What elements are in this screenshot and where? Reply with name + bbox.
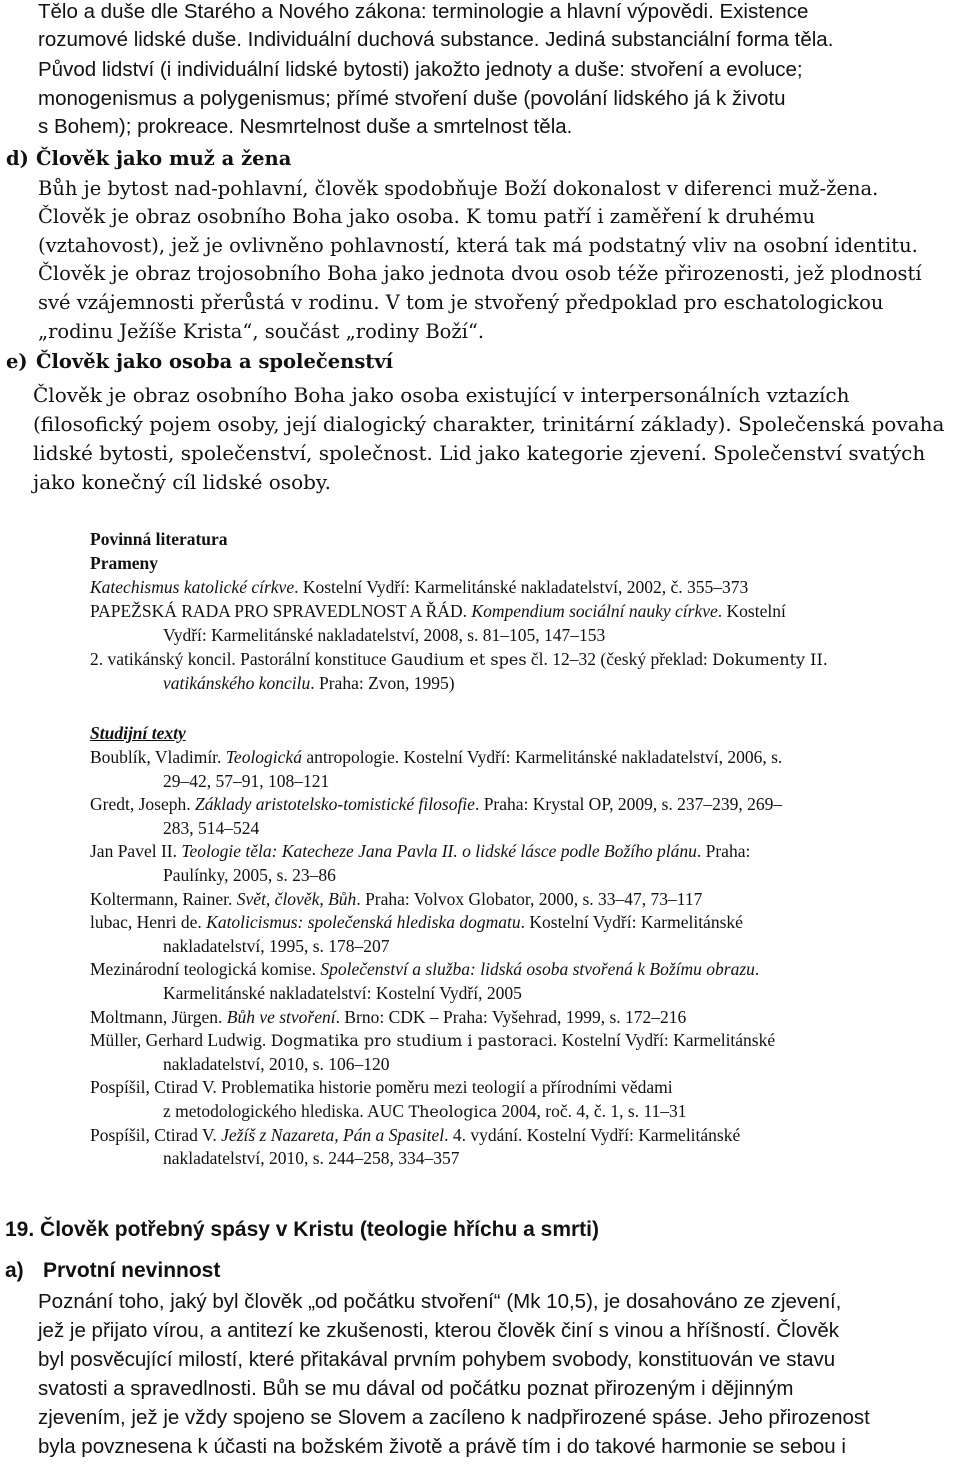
bibliography-text: antropologie. Kostelní Vydří: Karmelitánské nakladatelství, 2006, s.	[301, 747, 783, 767]
bibliography-line-continuation	[163, 863, 336, 887]
section-d-line: Člověk je obraz osobního Boha jako osoba. K tomu patří i zaměření k druhému	[38, 205, 816, 228]
bibliography-text: . Praha: Krystal OP, 2009, s. 237–239, 269–	[474, 794, 783, 815]
bibliography-text: 29–42, 57–91, 108–121	[163, 770, 330, 791]
bibliography-text: . Kostelní	[717, 601, 786, 621]
bibliography-line-continuation	[163, 816, 259, 840]
section-d-line: Bůh je bytost nad-pohlavní, člověk spodobňuje Boží dokonalost v diferenci muž-žena.	[38, 177, 879, 200]
bibliography-text: . Kostelní Vydří: Karmelitánské	[552, 1030, 776, 1051]
bibliography-text: . 4. vydání. Kostelní Vydří: Karmelitánské	[444, 1124, 741, 1145]
section-19a-title: Prvotní nevinnost	[43, 1259, 221, 1282]
bibliography-text: Vydří: Karmelitánské nakladatelství, 2008, s. 81–105, 147–153	[163, 625, 606, 645]
bibliography-text: Boublík, Vladimír.	[90, 747, 226, 767]
bibliography-text: . Praha:	[696, 841, 751, 862]
bibliography-text: lubac, Henri de.	[90, 912, 207, 933]
bibliography-line-continuation	[163, 1099, 687, 1124]
bibliography-text: nakladatelství, 2010, s. 244–258, 334–357	[163, 1148, 460, 1169]
bibliography-text: čl. 12–32 (český překlad:	[526, 649, 713, 669]
section-19-heading	[5, 1215, 599, 1244]
bibliography-text: Gredt, Joseph.	[90, 794, 195, 815]
bibliography-text: vatikánského koncilu	[163, 673, 311, 693]
bibliography-line-continuation	[163, 1146, 460, 1170]
bibliography-text: z metodologického hlediska. AUC	[163, 1101, 409, 1121]
bibliography-entry	[90, 887, 702, 911]
bibliography-text: Paulínky, 2005, s. 23–86	[163, 865, 336, 885]
bibliography-entry	[90, 647, 828, 672]
section-e-marker: e)	[6, 350, 28, 373]
intro-line: s Bohem); prokreace. Nesmrtelnost duše a smrtelnost těla.	[38, 115, 573, 138]
bibliography-text: Pospíšil, Ctirad V. Problematika historie poměru mezi teologií a přírodními vědami	[90, 1077, 673, 1098]
bibliography-entry	[90, 1075, 673, 1099]
bibliography-text: Katolicismus: společenská hlediska dogmatu	[206, 912, 521, 933]
bibliography-text: . Praha: Volvox Globator, 2000, s. 33–47, 73–117	[356, 888, 703, 909]
bibliography-text: Jan Pavel II.	[90, 841, 182, 862]
bibliography-line-continuation	[163, 934, 390, 958]
section-d-title: Člověk jako muž a žena	[36, 147, 292, 170]
bibliography-text: Dogmatika pro studium i pastoraci	[270, 1031, 553, 1051]
bibliography-text: Karmelitánské nakladatelství: Kostelní Vydří, 2005	[163, 983, 522, 1003]
sources-heading: Prameny	[90, 553, 159, 573]
section-e-heading	[6, 347, 393, 376]
bibliography-text: Theologica	[408, 1102, 498, 1121]
bibliography-text: PAPEŽSKÁ RADA PRO SPRAVEDLNOST A ŘÁD.	[90, 601, 472, 621]
bibliography-line-continuation	[163, 671, 455, 695]
bibliography-text: 2. vatikánský koncil. Pastorální konstituce	[90, 649, 391, 669]
bibliography-text: nakladatelství, 1995, s. 178–207	[163, 935, 390, 956]
section-19-line: byl posvěcující milostí, které přitakával prvním pohybem svobody, konstituován ve stavu	[38, 1348, 836, 1371]
intro-line: rozumové lidské duše. Individuální duchová substance. Jediná substanciální forma těla.	[38, 28, 834, 51]
section-19-line: svatosti a spravedlnosti. Bůh se mu dával od počátku poznat přirozeným i dějinným	[38, 1377, 794, 1400]
bibliography-entry	[90, 1028, 775, 1053]
bibliography-entry	[90, 792, 782, 816]
bibliography-text: 283, 514–524	[163, 817, 260, 838]
section-d-line: své vzájemnosti přerůstá v rodinu. V tom je stvořený předpoklad pro eschatologickou	[38, 291, 884, 314]
section-19-title: Člověk potřebný spásy v Kristu (teologie hříchu a smrti)	[40, 1218, 600, 1241]
bibliography-entry	[90, 1123, 740, 1147]
intro-line: Původ lidství (i individuální lidské bytosti) jakožto jednoty a duše: stvoření a evoluce;	[38, 58, 803, 81]
bibliography-line-continuation	[163, 981, 522, 1005]
bibliography-text: Koltermann, Rainer.	[90, 888, 237, 909]
bibliography-text: Moltmann, Jürgen.	[90, 1006, 227, 1027]
section-19-line: byla povznesena k účasti na božském životě a právě tím i do takové harmonie se sebou i	[38, 1435, 846, 1458]
bibliography-text: . Kostelní Vydří: Karmelitánské	[520, 912, 743, 933]
bibliography-text: . Praha: Zvon, 1995)	[310, 673, 455, 693]
bibliography-entry	[90, 599, 786, 623]
section-d-line: „rodinu Ježíše Krista“, součást „rodiny Boží“.	[38, 320, 485, 343]
bibliography-text: Ježíš z Nazareta, Pán a Spasitel	[221, 1124, 445, 1145]
literature-heading: Povinná literatura	[90, 529, 228, 549]
bibliography-text: Kompendium sociální nauky církve	[471, 601, 718, 621]
bibliography-entry	[90, 957, 759, 981]
bibliography-entry	[90, 910, 743, 934]
bibliography-text: Bůh ve stvoření	[226, 1006, 336, 1027]
section-19-line: jež je přijato vírou, a antitezí ke zkušenosti, kterou člověk činí s vinou a hříšností. Člověk	[38, 1319, 840, 1342]
section-19a-heading	[5, 1256, 220, 1285]
section-e-title: Člověk jako osoba a společenství	[36, 350, 394, 373]
bibliography-text: Pospíšil, Ctirad V.	[90, 1124, 222, 1145]
bibliography-line-continuation	[163, 769, 329, 793]
bibliography-text: Teologická	[225, 747, 302, 767]
bibliography-text: nakladatelství, 2010, s. 106–120	[163, 1053, 390, 1074]
bibliography-text: Müller, Gerhard Ludwig.	[90, 1030, 271, 1051]
bibliography-text: Katechismus katolické církve	[90, 577, 295, 597]
bibliography-entry	[90, 575, 748, 599]
bibliography-text: Dokumenty II.	[712, 650, 828, 669]
bibliography-text: . Brno: CDK – Praha: Vyšehrad, 1999, s. 172–216	[335, 1006, 687, 1027]
bibliography-entry	[90, 1005, 686, 1029]
intro-line: monogenismus a polygenismus; přímé stvoření duše (povolání lidského já k životu	[38, 87, 786, 110]
bibliography-text: . Kostelní Vydří: Karmelitánské nakladatelství, 2002, č. 355–373	[294, 577, 749, 597]
section-d-marker: d)	[6, 147, 29, 170]
section-d-heading	[6, 144, 291, 173]
bibliography-entry	[90, 745, 782, 769]
bibliography-text: Společenství a služba: lidská osoba stvořená k Božímu obrazu	[320, 959, 755, 980]
bibliography-entry	[90, 839, 750, 863]
section-e-line: Člověk je obraz osobního Boha jako osoba existující v interpersonálních vztazích	[33, 383, 850, 407]
bibliography-text: Gaudium et spes	[390, 650, 527, 669]
study-heading: Studijní texty	[90, 723, 186, 743]
section-19a-marker: a)	[5, 1259, 24, 1282]
bibliography-line-continuation	[163, 1052, 390, 1076]
section-19-line: zjevením, jež je vždy spojeno se Slovem a zacíleno k nadpřirozené spáse. Jeho přirozenost	[38, 1406, 870, 1429]
section-d-line: Člověk je obraz trojosobního Boha jako jednota dvou osob téže přirozenosti, jež plodností	[38, 262, 922, 285]
bibliography-text: 2004, roč. 4, č. 1, s. 11–31	[497, 1101, 687, 1121]
section-19-number: 19.	[5, 1218, 35, 1241]
bibliography-text: Teologie těla: Katecheze Jana Pavla II. o lidské lásce podle Božího plánu	[181, 841, 697, 862]
bibliography-text: .	[754, 959, 760, 980]
intro-line: Tělo a duše dle Starého a Nového zákona: terminologie a hlavní výpovědi. Existence	[38, 0, 809, 23]
bibliography-text: Základy aristotelsko-tomistické filosofie	[194, 794, 475, 815]
bibliography-text: Svět, člověk, Bůh	[236, 888, 357, 909]
bibliography-line-continuation	[163, 623, 605, 647]
section-19-line: Poznání toho, jaký byl člověk „od počátku stvoření“ (Mk 10,5), je dosahováno ze zjevení,	[38, 1290, 842, 1313]
bibliography-text: Mezinárodní teologická komise.	[90, 959, 321, 980]
section-d-line: (vztahovost), jež je ovlivněno pohlavností, která tak má podstatný vliv na osobní identitu.	[38, 234, 918, 257]
section-e-line: (filosofický pojem osoby, její dialogický charakter, trinitární základy). Společenská povaha	[33, 412, 945, 436]
section-e-line: jako konečný cíl lidské osoby.	[33, 470, 331, 494]
section-e-line: lidské bytosti, společenství, společnost. Lid jako kategorie zjevení. Společenství svatých	[33, 441, 926, 465]
